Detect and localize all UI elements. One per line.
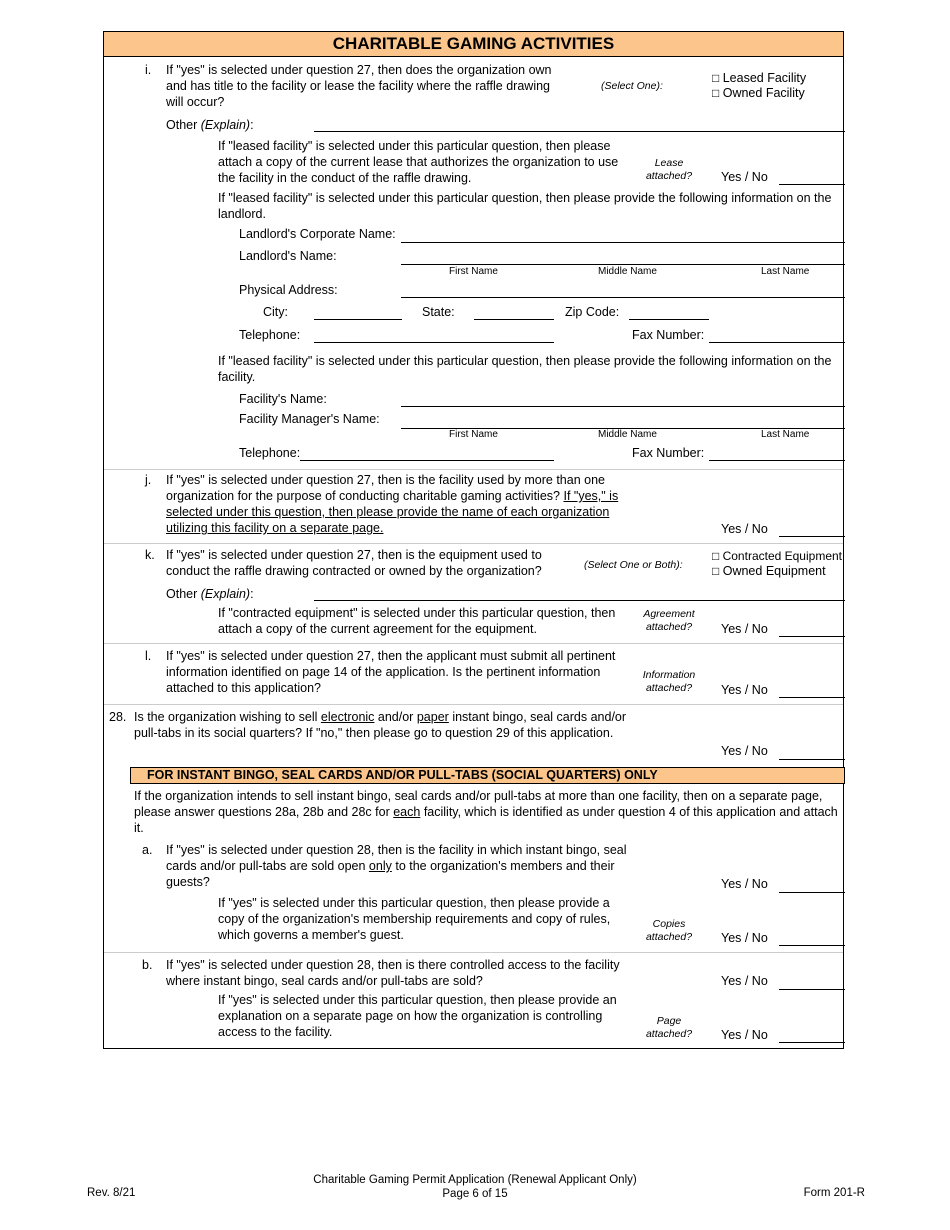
question-j-answer-field[interactable]	[779, 536, 845, 537]
landlord-last-name-caption: Last Name	[761, 266, 810, 277]
facility-name-label: Facility's Name:	[239, 392, 327, 406]
manager-middle-name-caption: Middle Name	[598, 429, 657, 440]
landlord-corp-field[interactable]	[401, 242, 845, 243]
facility-manager-label: Facility Manager's Name:	[239, 412, 380, 426]
copies-attached-label: Copies attached?	[645, 918, 693, 943]
landlord-intro: If "leased facility" is selected under this particular question, then please provide the following information on the landlord.	[218, 191, 832, 221]
question-l-answer-field[interactable]	[779, 697, 845, 698]
question-k-text: If "yes" is selected under question 27, then is the equipment used to conduct the raffle drawing contracted or owned by the organization?	[166, 548, 542, 578]
landlord-name-label: Landlord's Name:	[239, 249, 337, 263]
q28-paper: paper	[416, 710, 449, 724]
checkbox-icon[interactable]: □	[712, 549, 720, 563]
question-28-marker: 28.	[109, 710, 127, 724]
owned-facility-option[interactable]	[712, 85, 805, 101]
checkbox-icon[interactable]: □	[712, 86, 720, 100]
other-word: Other	[166, 587, 198, 601]
leased-facility-label: Leased Facility	[722, 71, 807, 85]
physical-address-field[interactable]	[401, 297, 845, 298]
copies-yes-no: Yes / No	[721, 931, 768, 945]
question-j-main: If "yes" is selected under question 27, then is the facility used by more than one organization for the purpose of conducting charitable gaming activities?	[166, 473, 605, 503]
agreement-instructions: If "contracted equipment" is selected under this particular question, then attach a copy of the current agreement for the equipment.	[218, 606, 616, 636]
landlord-name-field[interactable]	[401, 264, 845, 265]
question-i-text: If "yes" is selected under question 27, then does the organization own and has title to the facility or lease the facility where the raffle drawing will occur?	[166, 63, 552, 109]
facility-telephone-field[interactable]	[300, 460, 554, 461]
footer-page-number: Page 6 of 15	[442, 1188, 508, 1200]
leased-facility-option[interactable]	[712, 70, 806, 86]
q28-part-2: and/or	[377, 710, 414, 724]
copies-attached-field[interactable]	[779, 945, 845, 946]
question-j-yes-no: Yes / No	[721, 522, 768, 536]
city-field[interactable]	[314, 319, 402, 320]
owned-facility-label: Owned Facility	[722, 86, 805, 100]
question-l-marker: l.	[145, 649, 152, 663]
agreement-attached-label: Agreement attached?	[643, 608, 695, 633]
q28a-only: only	[368, 859, 392, 873]
question-i-marker: i.	[145, 63, 152, 77]
landlord-telephone-field[interactable]	[314, 342, 554, 343]
checkbox-icon[interactable]: □	[712, 71, 720, 85]
footer-form-number: Form 201-R	[803, 1187, 865, 1199]
question-28a-yes-no: Yes / No	[721, 877, 768, 891]
contracted-equipment-option[interactable]	[712, 548, 842, 564]
question-28a-answer-field[interactable]	[779, 892, 845, 893]
form-page	[103, 31, 844, 1049]
intro-each: each	[393, 805, 421, 819]
explain-word: (Explain)	[200, 587, 251, 601]
controlled-access-instructions: If "yes" is selected under this particular question, then please provide an explanation on a separate page on how the organization is controlling access to the facility.	[218, 993, 617, 1039]
manager-last-name-caption: Last Name	[761, 429, 810, 440]
lease-attached-label: Lease attached?	[645, 157, 693, 182]
question-j-marker: j.	[145, 473, 152, 487]
question-28b-text: If "yes" is selected under question 28, then is there controlled access to the facility where instant bingo, seal cards and/or pull-tabs are sold?	[166, 958, 620, 988]
owned-equipment-option[interactable]	[712, 563, 826, 579]
divider	[104, 469, 843, 470]
colon: :	[250, 118, 254, 132]
question-l-text: If "yes" is selected under question 27, then the applicant must submit all pertinent information identified on page 14 of the application. Is the pertinent information attached to this application?	[166, 649, 616, 695]
physical-address-label: Physical Address:	[239, 283, 338, 297]
owned-equipment-label: Owned Equipment	[722, 564, 826, 578]
divider	[104, 952, 843, 953]
footer-revision: Rev. 8/21	[87, 1187, 136, 1199]
question-28-yes-no: Yes / No	[721, 744, 768, 758]
page-attached-field[interactable]	[779, 1042, 845, 1043]
q28-electronic: electronic	[320, 710, 375, 724]
section-intro	[134, 788, 842, 836]
section-header: FOR INSTANT BINGO, SEAL CARDS AND/OR PULL-TABS (SOCIAL QUARTERS) ONLY	[130, 767, 845, 784]
landlord-telephone-label: Telephone:	[239, 328, 301, 342]
explain-word: (Explain)	[200, 118, 251, 132]
page-attached-label: Page attached?	[645, 1015, 693, 1040]
agreement-attached-field[interactable]	[779, 636, 845, 637]
question-28-text	[134, 709, 634, 741]
intro-part-1: If the organization intends to sell instant bingo, seal cards and/or pull-tabs at more than one facility, then on a separate page, please answer questions 28a, 28b and 28c for	[134, 789, 823, 819]
q28-part-3: instant bingo, seal cards and/or pull-tabs in its social quarters? If "no," then please go to question 29 of this application.	[134, 710, 627, 740]
q28a-part-1: If "yes" is selected under question 28, then is the facility in which instant bingo, seal cards and/or pull-tabs are sold open	[166, 843, 627, 873]
lease-yes-no: Yes / No	[721, 170, 768, 184]
divider	[104, 543, 843, 544]
question-28b-yes-no: Yes / No	[721, 974, 768, 988]
question-j-text	[166, 472, 636, 536]
membership-instructions: If "yes" is selected under this particular question, then please provide a copy of the organization's membership requirements and copy of rules, which governs a member's guest.	[218, 896, 611, 942]
question-28a-marker: a.	[142, 843, 153, 857]
question-28b-marker: b.	[142, 958, 153, 972]
state-label: State:	[422, 305, 455, 319]
colon: :	[250, 587, 254, 601]
other-word: Other	[166, 118, 198, 132]
facility-intro: If "leased facility" is selected under this particular question, then please provide the following information on the facility.	[218, 354, 832, 384]
facility-name-field[interactable]	[401, 406, 845, 407]
landlord-middle-name-caption: Middle Name	[598, 266, 657, 277]
state-field[interactable]	[474, 319, 554, 320]
facility-telephone-label: Telephone:	[239, 446, 301, 460]
question-k-marker: k.	[145, 548, 155, 562]
information-attached-label: Information attached?	[642, 669, 696, 694]
lease-instructions: If "leased facility" is selected under this particular question, then please attach a copy of the current lease that authorizes the organization to use the facility in the conduct of the raffle drawing.	[218, 139, 619, 185]
divider	[104, 704, 843, 705]
city-label: City:	[263, 305, 288, 319]
landlord-fax-label: Fax Number:	[632, 328, 705, 342]
landlord-first-name-caption: First Name	[449, 266, 498, 277]
page-yes-no: Yes / No	[721, 1028, 768, 1042]
divider	[104, 643, 843, 644]
question-l-yes-no: Yes / No	[721, 683, 768, 697]
question-i-other-label	[166, 117, 254, 133]
intro-part-2: facility, which is identified as under question 4 of this application and attach it.	[134, 805, 838, 835]
question-k-other-field[interactable]	[314, 600, 845, 601]
agreement-yes-no: Yes / No	[721, 622, 768, 636]
question-k-other-label	[166, 586, 254, 602]
question-28b-answer-field[interactable]	[779, 989, 845, 990]
facility-fax-label: Fax Number:	[632, 446, 705, 460]
lease-attached-field[interactable]	[779, 184, 845, 185]
checkbox-icon[interactable]: □	[712, 564, 720, 578]
q28a-part-2: to the organization's members and their guests?	[166, 859, 615, 889]
facility-fax-field[interactable]	[709, 460, 845, 461]
contracted-equipment-label: Contracted Equipment	[722, 549, 842, 563]
page-title: CHARITABLE GAMING ACTIVITIES	[104, 32, 843, 57]
manager-first-name-caption: First Name	[449, 429, 498, 440]
question-i-other-field[interactable]	[314, 131, 845, 132]
q28-part-1: Is the organization wishing to sell	[134, 710, 318, 724]
zip-field[interactable]	[629, 319, 709, 320]
question-i-select-hint: (Select One):	[601, 80, 663, 92]
landlord-fax-field[interactable]	[709, 342, 845, 343]
landlord-corp-label: Landlord's Corporate Name:	[239, 227, 396, 241]
question-k-select-hint: (Select One or Both):	[584, 559, 683, 571]
question-28-answer-field[interactable]	[779, 759, 845, 760]
question-j-underlined: If "yes," is selected under this question, then please provide the name of each organization utilizing this facility on a separate page.	[166, 489, 619, 535]
zip-label: Zip Code:	[565, 305, 620, 319]
question-28a-text	[166, 842, 636, 890]
footer-title: Charitable Gaming Permit Application (Renewal Applicant Only)	[313, 1174, 637, 1186]
